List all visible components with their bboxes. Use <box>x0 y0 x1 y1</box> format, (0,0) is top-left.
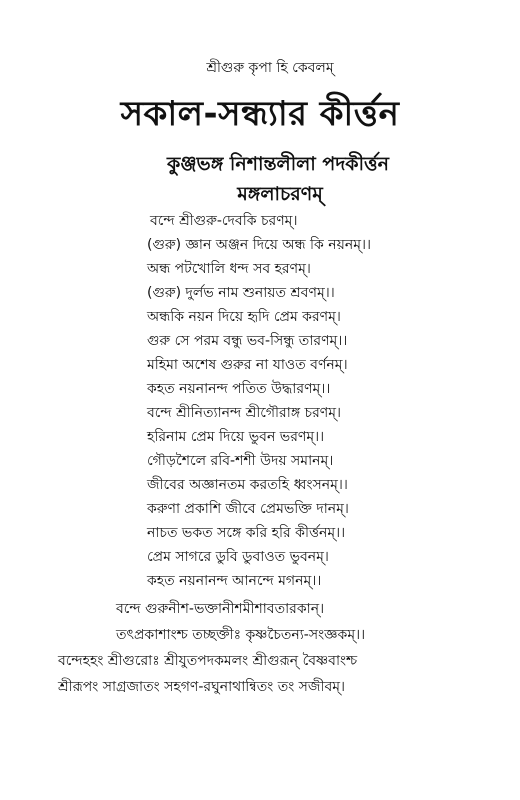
sanskrit-verse-line: বন্দেহহং শ্রীগুরোঃ শ্রীযুতপদকমলং শ্রীগুরূন্ বৈষ্ণবাংশ্চ <box>58 653 358 669</box>
verse-line: জীবের অজ্ঞানতম করতহি ধ্বংসনম্।। <box>147 477 348 493</box>
verse-line: কহত নয়নানন্দ পতিত উদ্ধারণম্।। <box>147 381 331 397</box>
page-subtitle: কুঞ্জভঙ্গ নিশান্তলীলা পদকীর্ত্তন <box>167 153 389 175</box>
sanskrit-verse-line: তৎপ্রকাশাংশ্চ তচ্ছক্তীঃ কৃষ্ণচৈতন্য-সংজ্ঞকম্।। <box>116 627 366 643</box>
verse-line: কহত নয়নানন্দ আনন্দে মগনম্।। <box>147 573 322 589</box>
verse-line: গৌড়শৈলে রবি-শশী উদয় সমানম্। <box>147 453 334 469</box>
verse-line: বন্দে শ্রীগুরু-দেবকি চরণম্। <box>150 213 298 229</box>
verse-line: গুরু সে পরম বন্ধু ভব-সিন্ধু তারণম্।। <box>147 333 348 349</box>
invocation-line: শ্রীগুরু কৃপা হি কেবলম্ <box>206 60 334 76</box>
verse-line: হরিনাম প্রেম দিয়ে ভুবন ভরণম্।। <box>147 429 325 445</box>
section-title: মঙ্গলাচরণম্ <box>237 183 323 205</box>
verse-line: করুণা প্রকাশি জীবে প্রেমভক্তি দানম্। <box>147 501 349 517</box>
verse-line: নাচত ভকত সঙ্গে করি হরি কীর্ত্তনম্।। <box>147 525 346 541</box>
page-title: সকাল-সন্ধ্যার কীর্ত্তন <box>120 94 400 134</box>
sanskrit-verse-line: শ্রীরূপং সাগ্রজাতং সহগণ-রঘুনাথান্বিতং তং সজীবম্। <box>58 679 346 695</box>
verse-line: মহিমা অশেষ গুরুর না যাওত বর্ণনম্। <box>147 357 348 373</box>
verse-line: প্রেম সাগরে ডুবি ডুবাওত ভুবনম্। <box>147 549 329 565</box>
verse-line: (গুরু) দুর্লভ নাম শুনায়ত শ্রবণম্।। <box>147 285 335 301</box>
sanskrit-verse-line: বন্দে গুরুনীশ-ভক্তানীশমীশাবতারকান্। <box>116 601 325 617</box>
verse-line: অন্ধ পটখোলি ধন্দ সব হরণম্। <box>147 261 311 277</box>
verse-line: (গুরু) জ্ঞান অঞ্জন দিয়ে অন্ধ কি নয়নম্।। <box>147 237 372 253</box>
verse-line: বন্দে শ্রীনিত্যানন্দ শ্রীগৌরাঙ্গ চরণম্। <box>147 405 342 421</box>
verse-line: অন্ধকি নয়ন দিয়ে হৃদি প্রেম করণম্। <box>147 309 341 325</box>
